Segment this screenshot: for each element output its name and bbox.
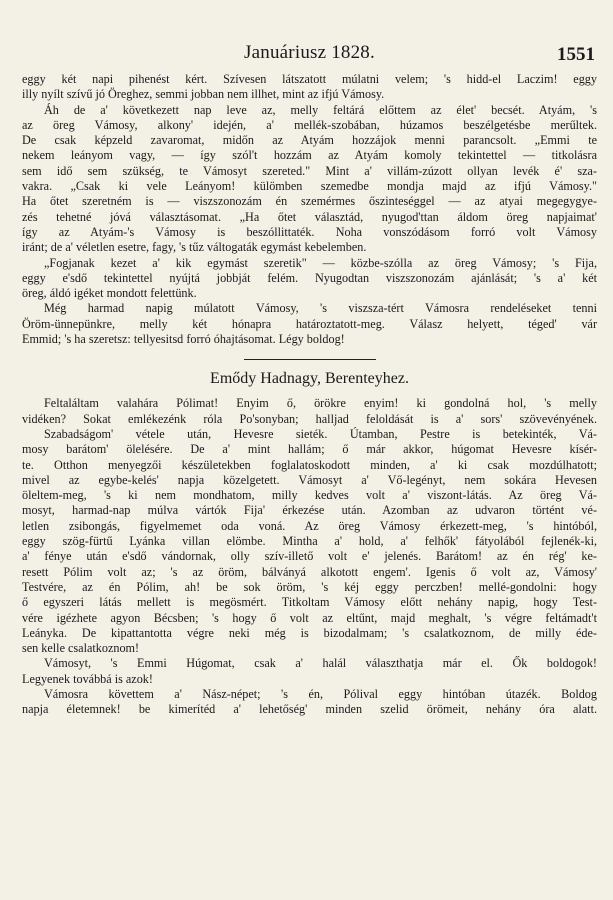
text-line: így az Atyám-'s Vámosy is beszóllittaték. Noha vonszódásom forró volt Vámosy [22,224,597,239]
text-line: letlen zsibongás, figyelmemet oda voná. Az öreg Vámosy érkezett-meg, 's hintóból, [22,518,597,533]
text-line: eggy két napi pihenést kért. Szívesen látszatott múlatni velem; 's hidd-el Laczim! eggy [22,72,597,86]
section-heading: Emődy Hadnagy, Berenteyhez. [210,370,409,388]
text-line: illy nyílt szívű jó Öreghez, semmi jobban nem illhet, mint az ifjú Vámosy. [22,87,385,102]
page-header [22,40,597,72]
text-line: az öreg Vámosy, alkony' idején, a' mellék-szobában, húzamos beszélgetésbe merűltek. [22,117,597,132]
text-line: eggy szög-fürtű Lyánka villan elömbe. Mintha a' hold, a' felhők' fátyolából fejlenék-ki, [22,534,597,549]
text-line: a' fénye után e'sdő vándornak, olly szív-illető volt e' jelenés. Barátom! az én rég' ke- [22,549,597,564]
text-line: mivel az egybe-kelés' napja közelgetett. Vámosyt a' Vő-legényt, nem sokára Hevesen [22,472,597,487]
text-line: iránt; de a' véletlen esetre, fagy, 's tűz váltogaták egymást kebelemben. [22,240,367,255]
text-line: vidéken? Sokat emlékezénk róla Po'sonyban; halljad feloldását is a' sors' szövevényének. [22,411,597,426]
text-line: Leányka. De kipattantotta végre neki még is bizodalmam; 's csalatkoznom, de milly éde- [22,625,597,640]
text-line: Áh de a' következett nap leve az, melly feltárá előttem az élet' becsét. Atyám, 's [44,102,597,117]
text-line: vére igézhete agyon Bécsben; 's hogy ő volt az eltűnt, majd meghalt, 's végre feltámadt't [22,610,597,625]
text-line: mosy barátom' ölelésére. De a' mint hallám; ő már akkor, húgomat Hevesre kísér- [22,442,597,457]
text-line: Ha őtet szeretném is — viszszonozám én szemérmes őszinteséggel — az atyai megegygye- [22,194,597,209]
page-number: 1551 [557,44,595,65]
text-line: Emmid; 's ha szeretsz: tellyesitsd forró óhajtásomat. Légy boldog! [22,332,345,347]
section-2-body [22,396,597,717]
text-line: Öröm-ünnepünkre, melly két hónapra határoztatott-meg. Válasz helyett, téged' vár [22,316,597,331]
text-line: Feltaláltam valahára Pólimat! Enyim ő, örökre enyim! ki gondolná hol, 's melly [44,396,597,411]
text-line: öleltem-meg, 's ki nem mondhatom, milly kedves volt a' viszont-látás. Az öreg Vá- [22,488,597,503]
section-divider [244,359,376,360]
text-line: Vámosra követtem a' Nász-népet; 's én, Pólival eggy hintóban útazék. Boldog [44,686,597,701]
text-line: resett Pólim volt az; 's az öröm, bálványá alkotott engem'. Igenis ő volt az, Vámosy' [22,564,597,579]
text-line: nekem leányom vagy, — így szól't hozzám az Atyám komoly tekintettel — titkolásra [22,148,597,163]
text-line: sen kelle csalatkoznom! [22,641,140,656]
text-line: Még harmad napig múlatott Vámosy, 's viszsza-tért Vámosra rendeléseket tenni [44,301,597,316]
text-line: sem idő sem szükség, te Vámosyt szereted." Mint a' villám-zúzott ollyan levék é' sza- [22,163,597,178]
text-line: Testvére, az én Pólim, ah! be sok öröm, 's kéj eggy perczben! mellé-gondolni: hogy [22,579,597,594]
page-title: Januáriusz 1828. [244,42,375,63]
text-line: Legyenek továbbá is azok! [22,671,153,686]
text-line: Vámosyt, 's Emmi Húgomat, csak a' halál választhatja már el. Ők boldogok! [44,656,597,671]
text-line: zés tehetné jóvá választásomat. „Ha őtet választád, nyugod'ttan áldom öreg napjaimat' [22,209,597,224]
text-line: öreg, áldó igéket mondott felettünk. [22,286,197,301]
text-line: vakra. „Csak ki vele Leányom! külömben szemedbe mondja majd az ifjú Vámosy." [22,179,597,194]
text-line: te. Otthon menyegzői készületekben foglalatoskodott minden, a' ki csak mozdúlhatott; [22,457,597,472]
text-line: mosyt, harmad-nap múlva vártók Fija' érkezése után. Azomban az udvaron történt vé- [22,503,597,518]
text-line: eggy e'sdő tekintettel nyújtá jobbját felém. Nyugodtan viszszonozám ajánlását; 's a' két [22,270,597,285]
text-line: De csak képzeld zavaromat, midőn az Atyám hozzájok menni parancsolt. „Emmi te [22,133,597,148]
section-1-body [22,72,597,347]
text-line: „Fogjanak kezet a' kik egymást szeretik" — közbe-szólla az öreg Vámosy; 's Fija, [44,255,597,270]
text-line: ő egyszeri látás mellett is megösmért. Titkoltam Vámosy előtt nehány napig, hogy Test- [22,595,597,610]
text-line: Szabadságom' vétele után, Hevesre sieték. Útamban, Pestre is betekinték, Vá- [44,426,597,441]
text-line: napja életemnek! be kimerítéd a' lehetőség' minden szelid örömeit, nehány óra alatt. [22,702,597,717]
